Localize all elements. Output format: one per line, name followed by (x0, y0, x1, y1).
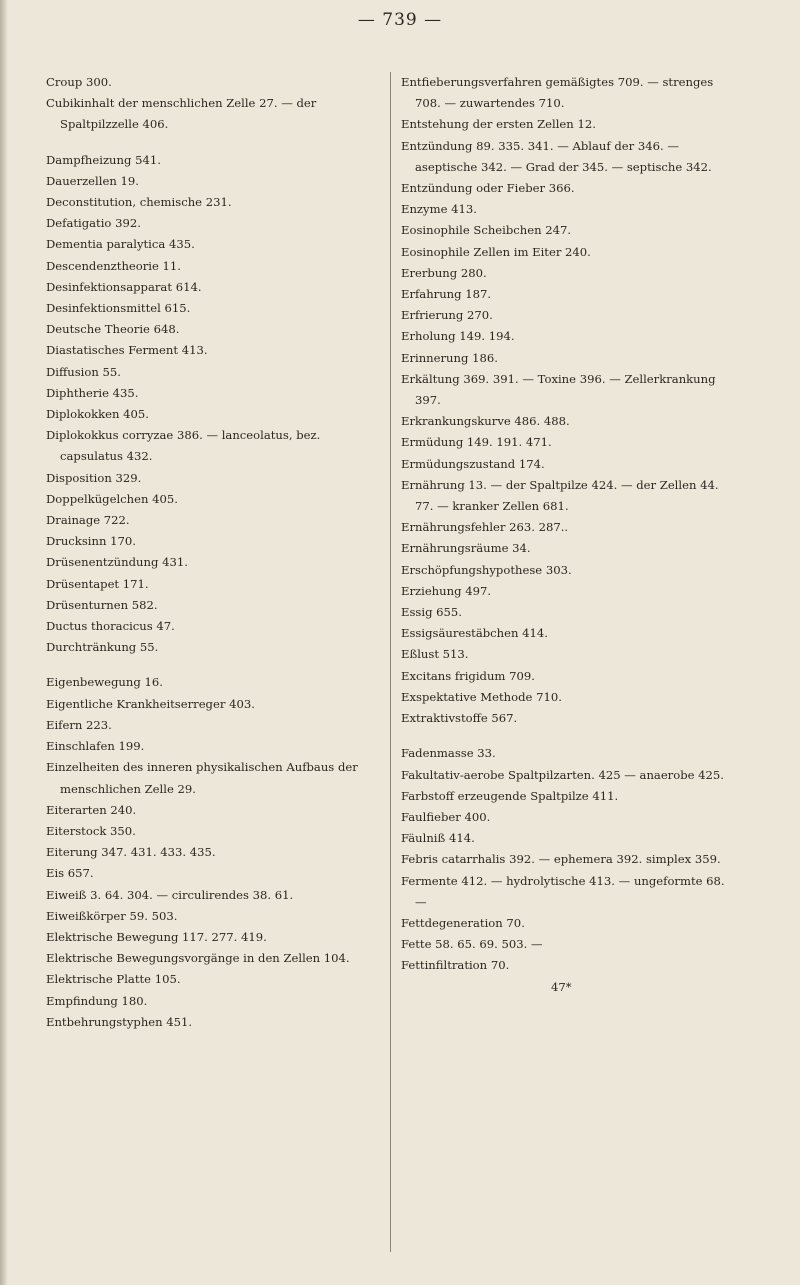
index-entry: Fettinfiltration 70. (401, 958, 510, 973)
index-entry: Drüsenturnen 582. (46, 597, 158, 612)
index-entry: Erkältung 369. 391. — Toxine 396. — Zellerkrankung 397. (401, 371, 716, 408)
index-entry: Entzündung oder Fieber 366. (401, 181, 575, 196)
index-entry: Eiweiß 3. 64. 304. — circulirendes 38. 61. (46, 887, 294, 902)
index-entry: Febris catarrhalis 392. — ephemera 392. simplex 359. (401, 852, 721, 867)
index-column-left (46, 72, 364, 1033)
index-entry: Defatigatio 392. (46, 216, 141, 231)
index-entry: Dementia paralytica 435. (46, 237, 195, 252)
index-entry: Dampfheizung 541. (46, 152, 161, 167)
index-entry: Ductus thoracicus 47. (46, 619, 175, 634)
index-entry: Doppelkügelchen 405. (46, 491, 178, 506)
index-entry: Einzelheiten des inneren physikalischen Aufbaus der menschlichen Zelle 29. (46, 760, 358, 796)
index-entry: Elektrische Bewegungsvorgänge in den Zellen 104. (46, 951, 350, 966)
index-entry: Excitans frigidum 709. (401, 668, 535, 683)
index-entry: Disposition 329. (46, 470, 142, 485)
index-entry: Drüsentapet 171. (46, 576, 149, 591)
index-entry: Entstehung der ersten Zellen 12. (401, 117, 596, 132)
index-entry: Cubikinhalt der menschlichen Zelle 27. — der Spaltpilzzelle 406. (46, 96, 317, 132)
index-entry: Drüsenentzündung 431. (46, 555, 188, 570)
index-entry: Eosinophile Zellen im Eiter 240. (401, 244, 591, 259)
index-entry: Ermüdungszustand 174. (401, 456, 545, 471)
index-entry: Faulfieber 400. (401, 809, 491, 824)
index-entry: Eosinophile Scheibchen 247. (401, 223, 572, 238)
index-entry: Ererbung 280. (401, 265, 487, 280)
index-entry: Drucksinn 170. (46, 534, 136, 549)
index-entry: Desinfektionsmittel 615. (46, 301, 191, 316)
index-entry: Fettdegeneration 70. (401, 915, 525, 930)
index-entry: Diplokokken 405. (46, 407, 149, 422)
index-entry: Ernährung 13. — der Spaltpilze 424. — der Zellen 44. 77. — kranker Zellen 681. (401, 477, 719, 514)
index-entry: Elektrische Platte 105. (46, 972, 181, 987)
index-entry: Essigsäurestäbchen 414. (401, 626, 548, 641)
index-entry: Dauerzellen 19. (46, 173, 139, 188)
index-entry: Ernährungsfehler 263. 287.. (401, 520, 569, 535)
index-entry: Fermente 412. — hydrolytische 413. — ungeformte 68. — (401, 873, 725, 909)
index-entry: Ermüdung 149. 191. 471. (401, 435, 552, 450)
index-entry: Eigenbewegung 16. (46, 675, 163, 690)
index-entry: Eifern 223. (46, 717, 112, 732)
index-entry: Entzündung 89. 335. 341. — Ablauf der 346. — aseptische 342. — Grad der 345. — septische 342. (401, 138, 712, 174)
index-entry: Eigentliche Krankheitserreger 403. (46, 696, 255, 711)
index-entry: Desinfektionsapparat 614. (46, 279, 202, 294)
index-entry: Erholung 149. 194. (401, 329, 515, 344)
index-entry: Deutsche Theorie 648. (46, 322, 180, 337)
index-entry: Durchtränkung 55. (46, 640, 159, 655)
index-entry: Exspektative Methode 710. (401, 689, 562, 704)
index-entry: Essig 655. (401, 605, 462, 620)
index-entry: Fadenmasse 33. (401, 746, 496, 761)
index-entry: Farbstoff erzeugende Spaltpilze 411. (401, 788, 619, 803)
index-entry: Diastatisches Ferment 413. (46, 343, 208, 358)
index-entry: Fette 58. 65. 69. 503. — (401, 937, 543, 952)
index-entry: Empfindung 180. (46, 993, 148, 1008)
index-entry: Eiweißkörper 59. 503. (46, 908, 178, 923)
index-entry: Eiterstock 350. (46, 823, 136, 838)
index-entry: Descendenztheorie 11. (46, 258, 181, 273)
page-binding-edge (0, 0, 8, 1285)
index-entry: Eiterarten 240. (46, 802, 137, 817)
index-entry: Erkrankungskurve 486. 488. (401, 414, 570, 429)
index-entry: Diffusion 55. (46, 364, 121, 379)
index-entry: Deconstitution, chemische 231. (46, 195, 232, 210)
index-entry: Drainage 722. (46, 513, 130, 528)
index-entry: Erfahrung 187. (401, 287, 492, 302)
index-entry: Entbehrungstyphen 451. (46, 1014, 193, 1029)
index-entry: Eis 657. (46, 866, 94, 881)
index-entry: Erfrierung 270. (401, 308, 493, 323)
page-number: — 739 — (357, 10, 443, 30)
index-entry: Ernährungsräume 34. (401, 541, 531, 556)
index-entry: Croup 300. (46, 75, 112, 89)
index-entry: Fakultativ-aerobe Spaltpilzarten. 425 — anaerobe 425. (401, 767, 724, 782)
index-entry: Enzyme 413. (401, 202, 477, 217)
index-entry: Diplokokkus corryzae 386. — lanceolatus, bez. capsulatus 432. (46, 428, 321, 464)
index-entry: Elektrische Bewegung 117. 277. 419. (46, 929, 267, 944)
index-entry: Erziehung 497. (401, 583, 492, 598)
index-entry: Entfieberungsverfahren gemäßigtes 709. — strenges 708. — zuwartendes 710. (401, 75, 714, 111)
index-entry: Diphtherie 435. (46, 385, 139, 400)
index-entry: Erinnerung 186. (401, 350, 498, 365)
index-entry: Einschlafen 199. (46, 739, 145, 754)
index-entry: Fäulniß 414. (401, 831, 475, 846)
index-entry: Eßlust 513. (401, 647, 469, 662)
index-entry: Extraktivstoffe 567. (401, 711, 518, 726)
index-entry: Eiterung 347. 431. 433. 435. (46, 845, 216, 860)
signature-mark: 47* (551, 979, 572, 994)
index-entry: Erschöpfungshypothese 303. (401, 562, 572, 577)
index-column-right (390, 72, 727, 1252)
